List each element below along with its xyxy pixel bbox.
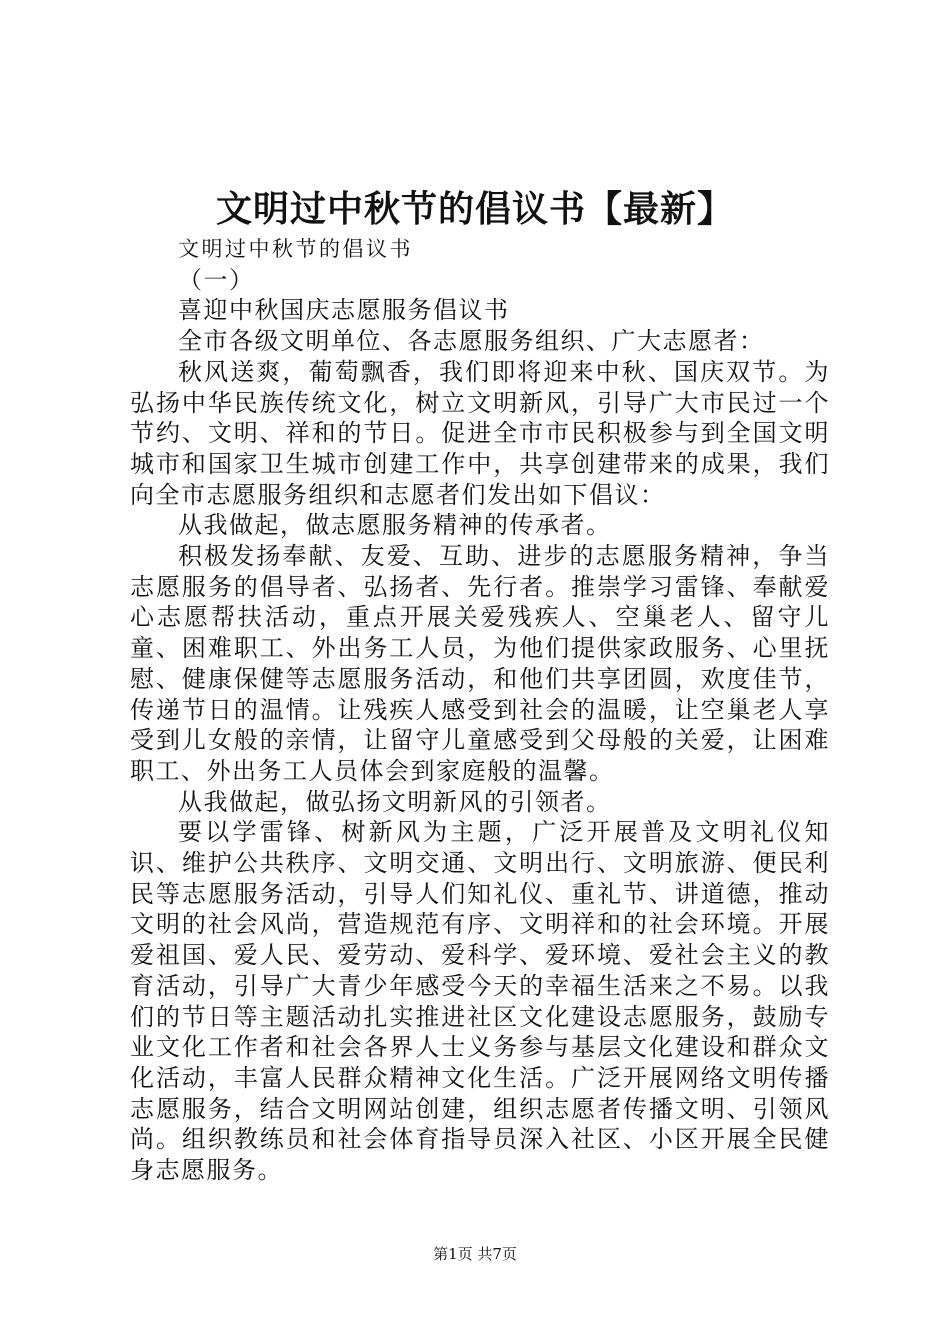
document-body (130, 234, 830, 1186)
body-paragraph: 要以学雷锋、树新风为主题，广泛开展普及文明礼仪知识、维护公共秩序、文明交通、文明出行、文明旅游、便民利民等志愿服务活动，引导人们知礼仪、重礼节、讲道德，推动文明的社会风尚，营造规范有序、文明祥和的社会环境。开展爱祖国、爱人民、爱劳动、爱科学、爱环境、爱社会主义的教育活动，引导广大青少年感受今天的幸福生活来之不易。以我们的节日等主题活动扎实推进社区文化建设志愿服务，鼓励专业文化工作者和社会各界人士义务参与基层文化建设和群众文化活动，丰富人民群众精神文化生活。广泛开展网络文明传播志愿服务，结合文明网站创建，组织志愿者传播文明、引领风尚。组织教练员和社会体育指导员深入社区、小区开展全民健身志愿服务。 (130, 818, 830, 1185)
salutation-paragraph: 全市各级文明单位、各志愿服务组织、广大志愿者： (178, 327, 765, 356)
section-number-paragraph: （一） (178, 265, 255, 294)
document-title: 文明过中秋节的倡议书【最新】 (215, 188, 734, 230)
heading-paragraph: 喜迎中秋国庆志愿服务倡议书 (178, 296, 510, 325)
body-paragraph: 积极发扬奉献、友爱、互助、进步的志愿服务精神，争当志愿服务的倡导者、弘扬者、先行者。推崇学习雷锋、奉献爱心志愿帮扶活动，重点开展关爱残疾人、空巢老人、留守儿童、困难职工、外出务工人员，为他们提供家政服务、心里抚慰、健康保健等志愿服务活动，和他们共享团圆，欢度佳节，传递节日的温情。让残疾人感受到社会的温暖，让空巢老人享受到儿女般的亲情，让留守儿童感受到父母般的关爱，让困难职工、外出务工人员体会到家庭般的温馨。 (130, 542, 830, 785)
subtitle-paragraph: 文明过中秋节的倡议书 (178, 237, 413, 261)
point-heading-paragraph: 从我做起，做弘扬文明新风的引领者。 (178, 787, 612, 816)
point-heading-paragraph: 从我做起，做志愿服务精神的传承者。 (178, 511, 612, 540)
page-footer: 第1页 共7页 (433, 1245, 517, 1263)
body-paragraph: 秋风送爽，葡萄飘香，我们即将迎来中秋、国庆双节。为弘扬中华民族传统文化，树立文明新风，引导广大市民过一个节约、文明、祥和的节日。促进全市市民积极参与到全国文明城市和国家卫生城市创建工作中，共享创建带来的成果，我们向全市志愿服务组织和志愿者们发出如下倡议： (130, 357, 830, 509)
